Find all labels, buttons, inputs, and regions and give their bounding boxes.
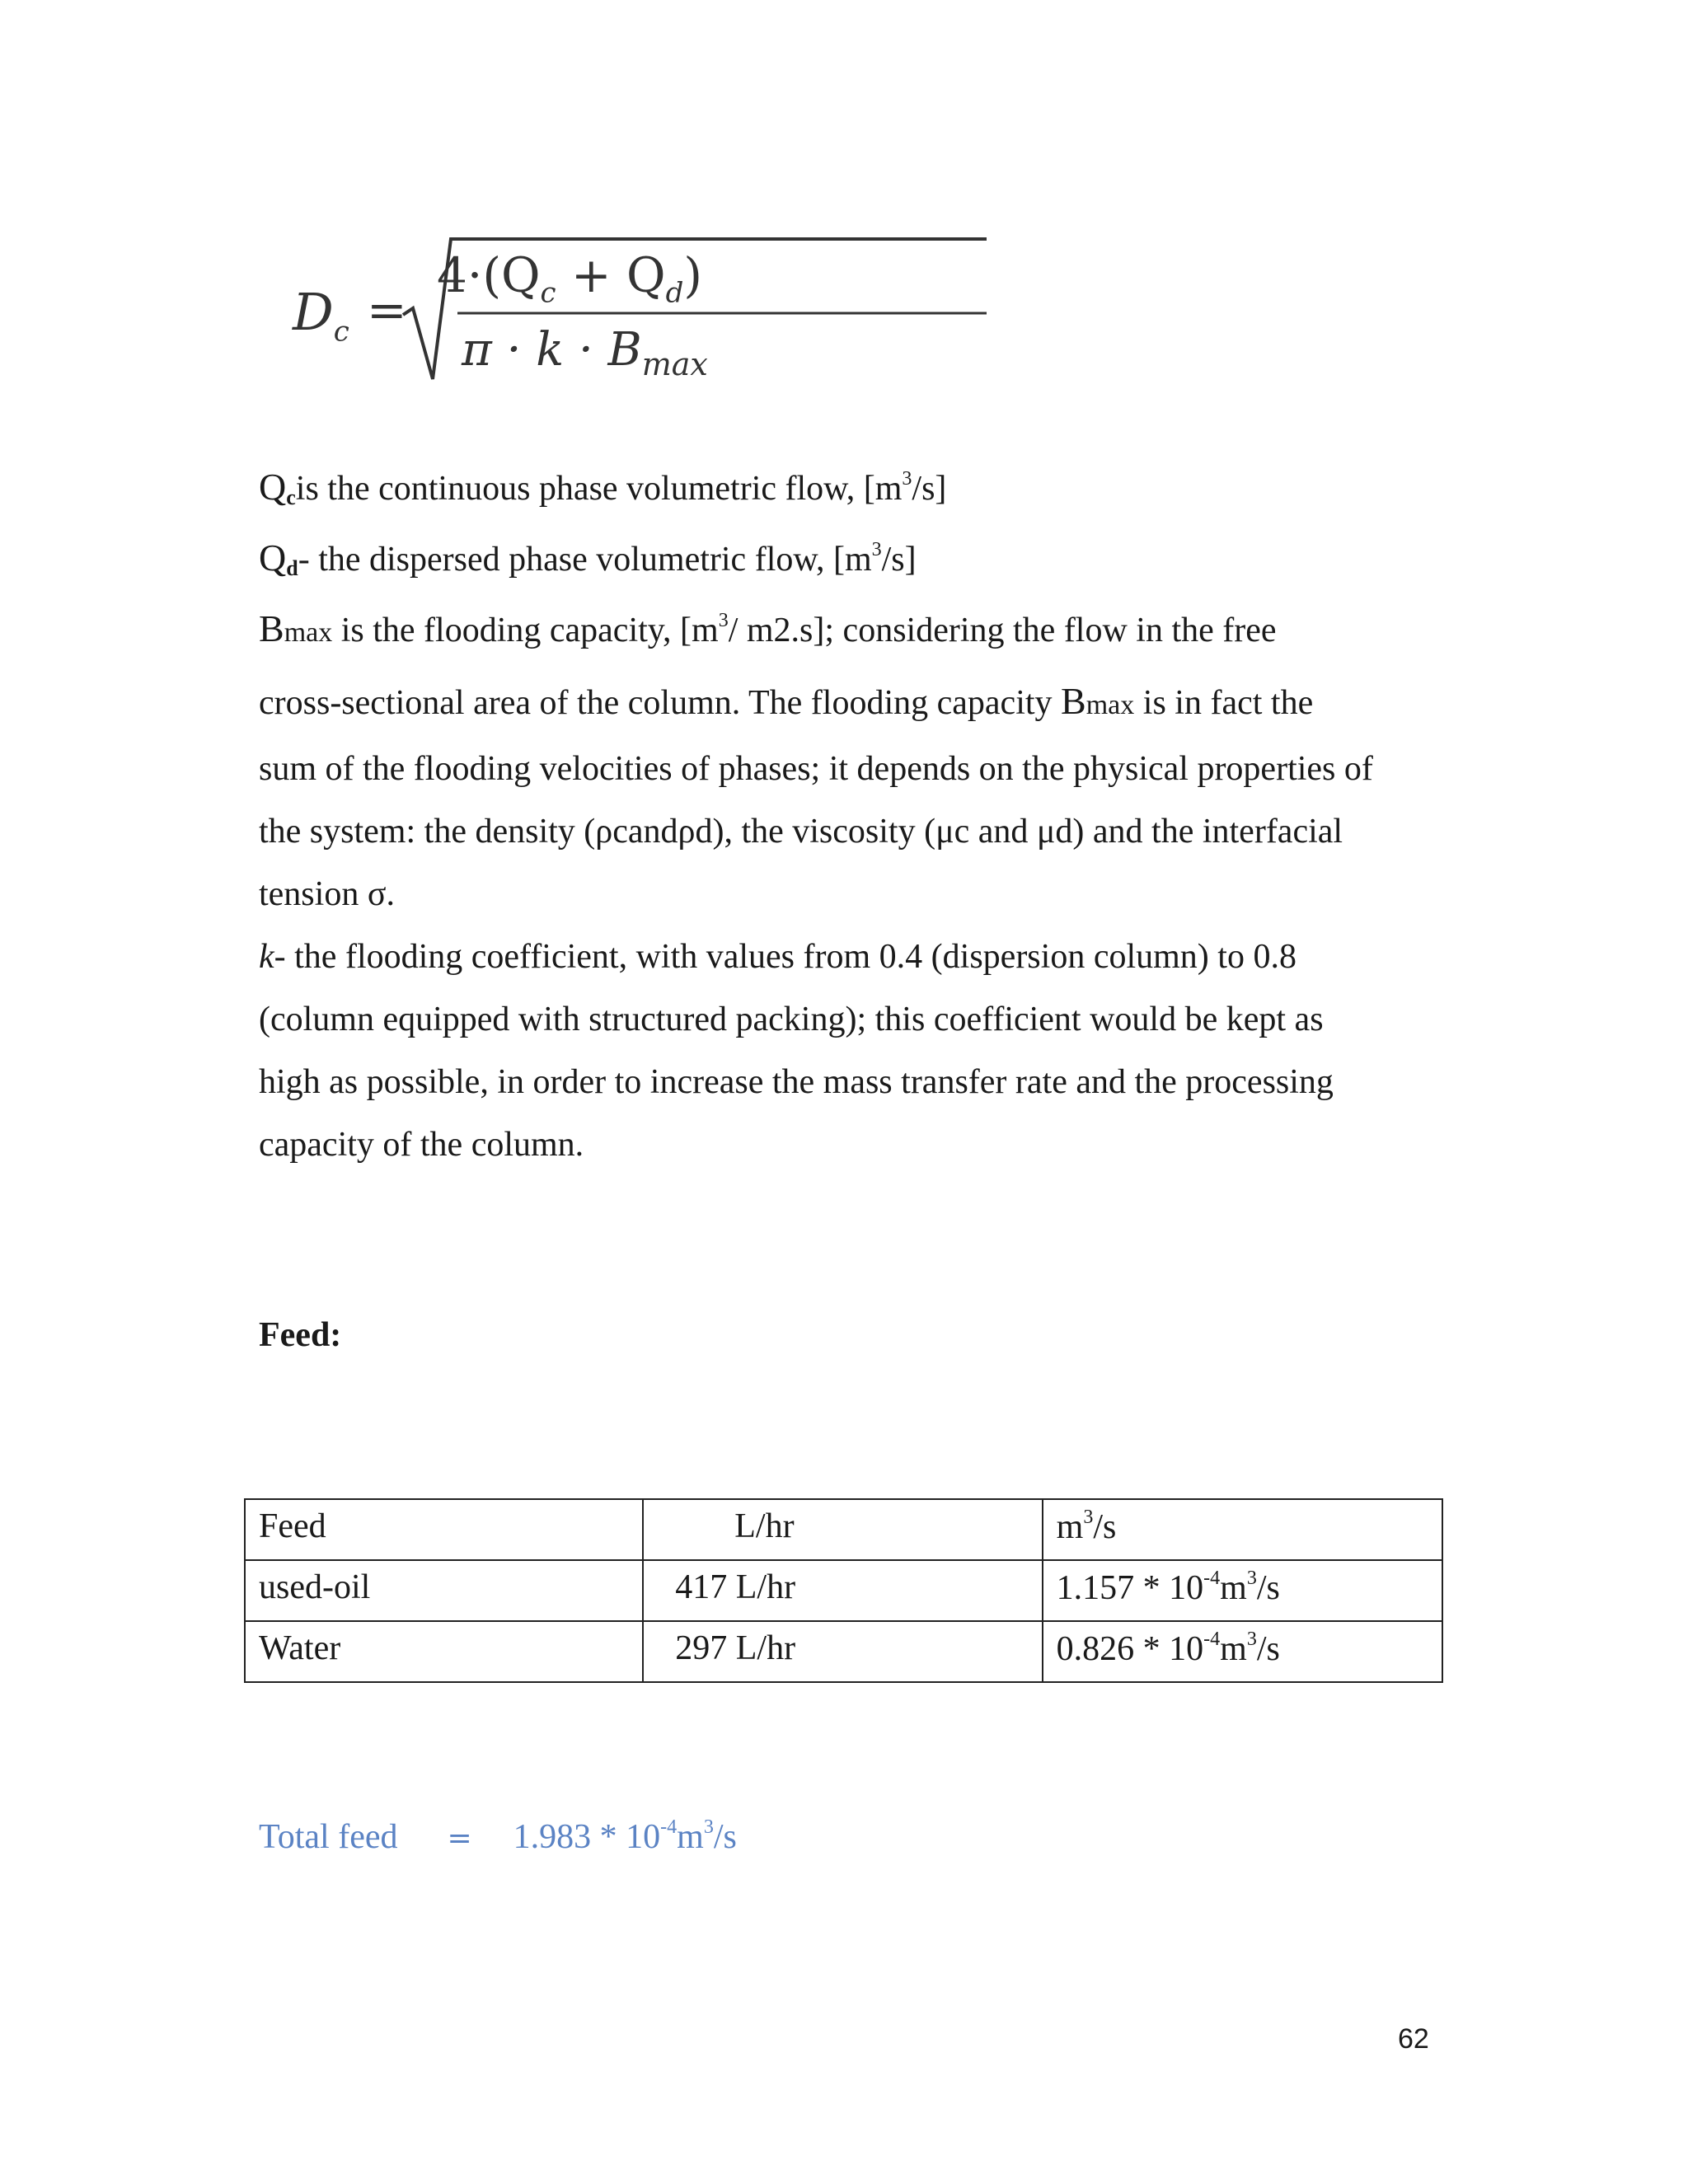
total-feed-label: Total feed xyxy=(259,1818,398,1856)
total-feed-line xyxy=(259,1816,737,1857)
table-cell: $0.826 * 10^{-4}m^3/s$ xyxy=(1043,1621,1442,1682)
table-header-cell: $m^3/s$ xyxy=(1043,1499,1442,1560)
formula-numerator: $4\cdot(Q_c + Q_d)$ xyxy=(437,247,702,310)
formula-lhs: $D_c$ xyxy=(293,282,349,349)
definition-qc: Qcis the continuous phase volumetric flow, $[m^3/s]$ xyxy=(259,466,947,509)
table-row xyxy=(245,1621,1442,1682)
table-cell: 417 L/hr xyxy=(643,1560,1042,1621)
definition-line-7: tension σ. xyxy=(259,875,395,913)
definition-line-5: sum of the flooding velocities of phases; it depends on the physical properties of xyxy=(259,750,1373,788)
page-number: 62 xyxy=(1398,2023,1429,2055)
table-cell: Water xyxy=(245,1621,643,1682)
column-diameter-formula xyxy=(293,232,721,397)
table-header-row xyxy=(245,1499,1442,1560)
total-feed-value: $1.983 * 10^{-4}m^3/s$ xyxy=(513,1816,737,1856)
formula-equals: = xyxy=(367,282,407,338)
table-header-cell: L/hr xyxy=(643,1499,1042,1560)
table-cell: used-oil xyxy=(245,1560,643,1621)
definition-k-line-3: high as possible, in order to increase the mass transfer rate and the processing xyxy=(259,1063,1334,1101)
table-cell: $1.157 * 10^{-4}m^3/s$ xyxy=(1043,1560,1442,1621)
definition-bmax: Bmax is the flooding capacity, [$m^3/$ m2.s]; considering the flow in the free xyxy=(259,607,1277,649)
definition-line-4: cross-sectional area of the column. The flooding capacity Bmax is in fact the xyxy=(259,680,1314,722)
definition-line-6: the system: the density (ρcandρd), the viscosity (μc and μd) and the interfacial xyxy=(259,813,1343,851)
feed-table xyxy=(244,1498,1443,1683)
table-header-cell: Feed xyxy=(245,1499,643,1560)
table-row xyxy=(245,1560,1442,1621)
definition-k-line-4: capacity of the column. xyxy=(259,1126,584,1164)
definition-k-line-1: k- the flooding coefficient, with values from 0.4 (dispersion column) to 0.8 xyxy=(259,938,1296,976)
total-feed-equals: = xyxy=(447,1821,472,1855)
feed-heading: Feed: xyxy=(259,1316,342,1354)
formula-denominator: $\pi \cdot k \cdot B_{max}$ xyxy=(462,323,708,383)
definition-qd: Qd- the dispersed phase volumetric flow, $[m^3/s]$ xyxy=(259,537,917,580)
definition-k-line-2: (column equipped with structured packing); this coefficient would be kept as xyxy=(259,1001,1324,1038)
table-cell: 297 L/hr xyxy=(643,1621,1042,1682)
